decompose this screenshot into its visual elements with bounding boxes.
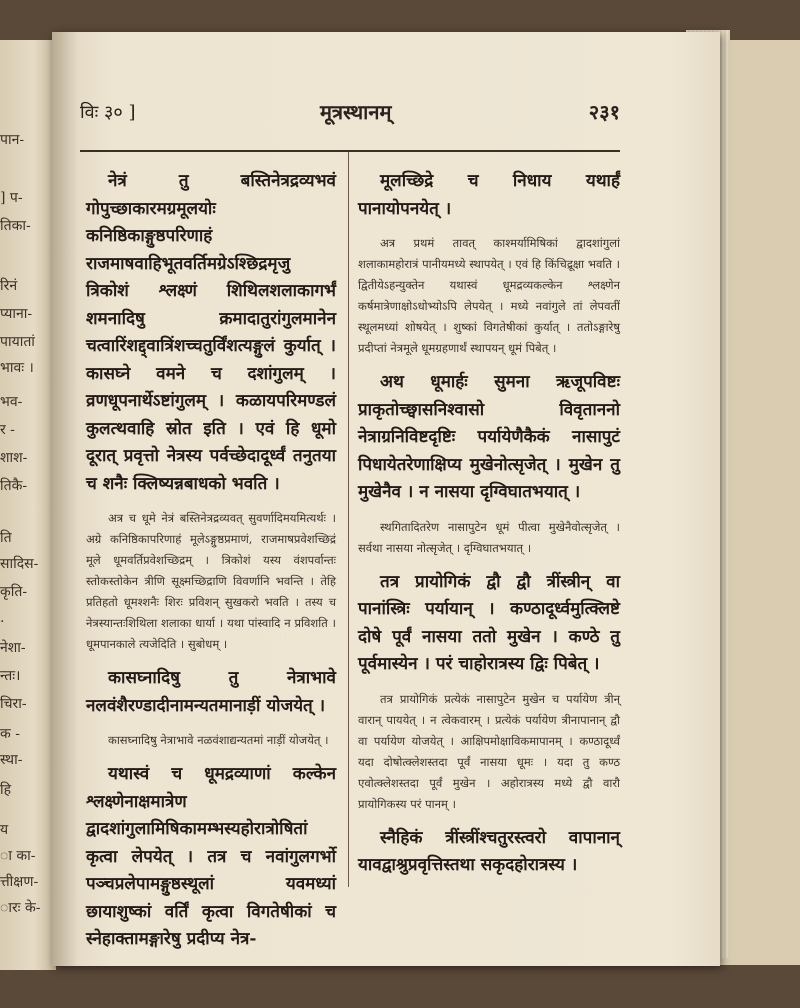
chapter-label: विः ३० ]: [80, 102, 136, 123]
commentary-paragraph: अत्र प्रथमं तावत् काश्मर्यामिषिकां द्वादशांगुलां शलाकामहोरात्रं पानीयमध्ये स्थापयेत् । एवं हि किंचिद्रूक्षा भवति । द्वितीयेऽहन्युक्तेन यथास्वं धूमद्रव्यकल्केन श्लक्ष्णेन कर्षमात्रेणाक्षोऽधोभ्योऽपि लेपयेत् । मध्ये नवांगुले तां लेपवतीं स्थूलमध्यां शोषयेत् । शुष्कां विगतेषीकां कुर्यात् । ततोऽङ्गारेषु प्रदीप्तां नेत्रमूले धूमग्रहणार्थं स्थापयन् धूमं पिबेत् ।: [358, 236, 620, 355]
left-page-fragment: .: [0, 610, 5, 626]
page-number: २३१: [588, 100, 620, 124]
left-page-fragment: स्था-: [0, 752, 23, 768]
sutra-paragraph: तत्र प्रायोगिकं द्वौ द्वौ त्रींस्त्रीन् वा पानांस्त्रिः पर्यायान् । कण्ठादूर्ध्वमुत्क्लिष्टे दोषे पूर्वं नासया ततो मुखेन । कण्ठे तु पूर्वमास्येन । परं चाहोरात्रस्य द्विः पिबेत् ।: [358, 571, 620, 674]
commentary-paragraph: कासघ्नादिषु नेत्राभावे नळवंशाद्यन्यतमां नाड़ीं योजयेत् ।: [108, 733, 329, 747]
left-page-fragment: पायातां: [0, 334, 35, 350]
left-page-fragment: न्तः।: [0, 668, 21, 684]
sutra-paragraph: मूलच्छिद्रे च निधाय यथार्हं पानायोपनयेत् ।: [358, 171, 620, 219]
page-header: [80, 96, 620, 132]
left-page-fragment: ति: [0, 530, 12, 546]
left-page-fragment: क -: [0, 726, 20, 742]
left-page-fragment: भावः ।: [0, 360, 34, 376]
left-page-fragment: रिनं: [0, 278, 18, 294]
left-page-fragment: ] प-: [0, 190, 23, 206]
commentary-paragraph: तत्र प्रायोगिकं प्रत्येकं नासापुटेन मुखेन च पर्यायेण त्रीन् वारान् पाययेत् । न त्वेकवारम् । प्रत्येकं पर्यायेण त्रीनापानान् द्वौ वा पर्यायेण योजयेत् । आक्षिपमोक्षाविकमापानम् । कण्ठादूर्ध्वं यदा दोषोत्क्लेशस्तदा पूर्वं नासया धूमः । यदा तु कण्ठ एवोत्क्लेशस्तदा पूर्वं मुखेन । अहोरात्रस्य मध्ये द्वौ वारौ प्रायोगिकस्य परं पानम् ।: [358, 691, 620, 811]
left-page-fragment: कृति-: [0, 584, 28, 600]
left-page-fragment: य: [0, 822, 9, 838]
right-column: [358, 168, 620, 890]
commentary-paragraph: स्थगितादितरेण नासापुटेन धूमं पीत्वा मुखेनैवोत्सृजेत् । सर्वथा नासया नोत्सृजेत् । दृग्विघातभयात् ।: [358, 519, 620, 555]
left-page-fragment: पान-: [0, 132, 25, 148]
left-column: [86, 168, 336, 964]
left-page-fragment: तिका-: [0, 218, 31, 234]
section-title: मूत्रस्थानम्: [320, 100, 392, 124]
left-page-strip: [0, 40, 56, 970]
commentary-paragraph: अत्र च धूमे नेत्रं बस्तिनेत्रद्रव्यवत् सुवर्णादिमयमित्यर्थः । अग्रे कनिष्ठिकापरिणाहं मूलेऽङ्गुष्ठप्रमाणं, राजमाषप्रवेशच्छिद्रं मूले धूमवर्तिप्रवेशच्छिद्रम् । त्रिकोशं यस्य वंशपर्वान्तः स्तोकस्तोकेन त्रीणि सूक्ष्मच्छिद्राणि विवर्णानि भवन्ति । तेहि प्रतिहतो धूमश्शनैः शिरः प्रविशन् सुखकरो भवति । तस्य च नेत्रस्यान्तःशिथिला शलाका धार्या । यथा पांस्वादि न प्रविशति । धूमपानकाले त्यजेदिति । सुबोधम् ।: [86, 511, 336, 651]
left-page-fragment: चिरा-: [0, 696, 27, 712]
left-page-fragment: त्तीक्षण-: [0, 874, 39, 890]
left-page-fragment: ारः के-: [0, 900, 41, 916]
left-page-fragment: तिकै-: [0, 478, 28, 494]
sutra-paragraph: अथ धूमार्हः सुमना ऋजूपविष्टः प्राकृतोच्छ्वासनिश्वासो विवृताननो नेत्राग्रनिविष्टदृष्टिः पर्यायेणैकैकं नासापुटं पिधायेतरेणाक्षिप्य मुखेनोत्सृजेत् । मुखेन तु मुखेनैव । न नासया दृग्विघातभयात् ।: [358, 372, 620, 502]
sutra-paragraph: नेत्रं तु बस्तिनेत्रद्रव्यभवं गोपुच्छाकारमग्रमूलयोः कनिष्ठिकाङ्गुष्ठपरिणाहं राजमाषवाहिभूतवर्तिमग्रेऽश्छिद्रमृजु त्रिकोशं श्लक्ष्णं शिथिलशलाकागर्भं शमनादिषु क्रमादातुरांगुलमानेन चत्वारिंशद्द्वात्रिंशच्चतुर्विंशत्यङ्गुलं कुर्यात् । कासघ्ने वमने च दशांगुलम् । व्रणधूपनार्थेऽष्टांगुलम् । कळायपरिमण्डलं कुलत्थवाहि स्रोत इति । एवं हि धूमो दूरात् प्रवृत्तो नेत्रस्य पर्वच्छेदादूर्ध्वं तनुतया च शनैः क्लिष्यन्नबाधको भवति ।: [86, 171, 336, 494]
column-divider: [348, 152, 349, 887]
sutra-paragraph: कासघ्नादिषु तु नेत्राभावे नलवंशैरण्डादीनामन्यतमानाड़ीं योजयेत् ।: [86, 668, 336, 716]
left-page-fragment: र -: [0, 422, 15, 438]
left-page-fragment: शाश-: [0, 450, 28, 466]
left-page-fragment: प्याना-: [0, 306, 33, 322]
left-page-fragment: भव-: [0, 394, 23, 410]
sutra-paragraph: यथास्वं च धूमद्रव्याणां कल्केन श्लक्ष्णेनाक्षमात्रेण द्वादशांगुलामिषिकामम्भस्यहोरात्रोषितां कृत्वा लेपयेत् । तत्र च नवांगुलगर्भो पञ्चप्रलेपामङ्गुष्ठस्थूलां यवमध्यां छायाशुष्कां वर्तिं कृत्वा विगतेषीकां च स्नेहाक्तामङ्गारेषु प्रदीप्य नेत्र-: [86, 764, 336, 949]
header-rule: [80, 150, 620, 152]
left-page-fragment: हि: [0, 782, 12, 798]
left-page-fragment: नेशा-: [0, 640, 26, 656]
left-page-fragment: सादिस-: [0, 556, 39, 572]
sutra-paragraph: स्नैहिकं त्रींस्त्रींश्चतुरस्त्वरो वापानान् यावद्वाश्रुप्रवृत्तिस्तथा सकृदहोरात्रस्य ।: [358, 827, 620, 875]
left-page-fragment: ा का-: [0, 848, 36, 864]
